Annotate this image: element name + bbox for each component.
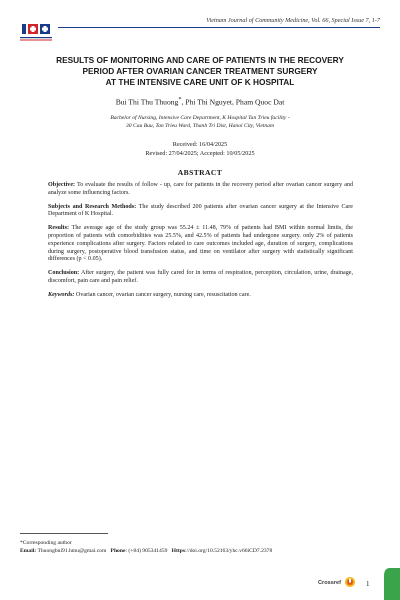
corresponding-marker: * [178, 96, 182, 103]
phone-number: : (+84) 905341459 [125, 547, 168, 554]
doi-link[interactable]: ://doi.org/10.52163/yhc.v66iCD7.2378 [185, 547, 273, 554]
email-label: Email: [20, 547, 37, 554]
affiliation-line: Bachelor of Nursing, Intensive Care Department, K Hospital Tan Trieu facility - [110, 115, 290, 121]
crossref-label: Crossref [318, 580, 342, 586]
email-link[interactable]: Thuongbui91.hmu@gmai.com [36, 547, 107, 554]
contact-line [20, 548, 380, 556]
conclusion-text: After surgery, the patient was fully cared for in terms of respiration, perception, circulation, urine, drainage, discomfort, pain care and pain relief. [48, 270, 353, 284]
revised-accepted-date: Revised: 27/04/2025; Accepted: 10/05/2025 [145, 149, 255, 157]
article-dates [0, 141, 400, 159]
affiliation-line: 30 Cau Buu, Tan Trieu Ward, Thanh Tri Dist, Hanoi City, Vietnam [126, 123, 274, 130]
abstract-methods [48, 204, 353, 220]
keywords-text: Ovarian cancer, ovarian cancer surgery, nursing care, resuscitation care. [74, 291, 251, 298]
corresponding-note: *Corresponding author [20, 540, 72, 546]
page-header [20, 13, 380, 43]
keywords-label: Keywords: [48, 291, 75, 298]
title-line: RESULTS OF MONITORING AND CARE OF PATIENTS IN THE RECOVERY [56, 55, 344, 65]
footnote-rule [20, 533, 108, 534]
corner-tab-icon [384, 568, 400, 600]
objective-text: To evaluate the results of follow - up, care for patients in the recovery period after ovarian cancer surgery and analyze some influencing factors. [48, 182, 353, 196]
corresponding-author-name: Bui Thi Thu Thuong [115, 97, 179, 107]
crossref-mark-icon [345, 577, 355, 587]
journal-logo-icon [20, 22, 52, 44]
crossref-badge[interactable] [318, 576, 356, 588]
title-line: AT THE INTENSIVE CARE UNIT OF K HOSPITAL [105, 77, 295, 87]
article-title [30, 55, 370, 88]
title-line: PERIOD AFTER OVARIAN CANCER TREATMENT SURGERY [82, 66, 318, 76]
abstract-results [48, 225, 353, 264]
abstract-keywords [48, 292, 353, 300]
results-text: The average age of the study group was 55.24 ± 11.48, 79% of patients had BMI within normal limits, the proportion of patients with comorbidities was 25.5%, and 42.5% of patients had undergone surgery. only 2% of patients experience complications after surgery. Factors related to care outcomes included age, duration of surgery, complications during surgery, postoperative blood transfusion status, and time on ventilator after surgery with statistically significant differences (p < 0.05). [48, 225, 353, 263]
abstract-heading: ABSTRACT [177, 168, 223, 177]
affiliation [90, 114, 310, 130]
abstract-conclusion [48, 270, 353, 286]
author-list [0, 96, 400, 107]
conclusion-label: Conclusion: [48, 270, 80, 277]
footnote [20, 540, 380, 555]
methods-text: The study described 200 patients after ovarian cancer surgery at the Intensive Care Department of K Hospital. [48, 203, 353, 218]
abstract-body [48, 182, 353, 306]
page-number: 1 [366, 580, 370, 588]
methods-label: Subjects and Research Methods: [48, 203, 137, 210]
abstract-objective [48, 182, 353, 198]
coauthor-names: , Phi Thi Nguyet, Pham Quoc Dat [181, 97, 285, 107]
received-date: Received: 16/04/2025 [172, 141, 228, 148]
header-rule [58, 27, 380, 28]
journal-citation: Vietnam Journal of Community Medicine, Vol. 66, Special Issue 7, 1-7 [206, 17, 380, 24]
doi-label: Https [171, 547, 186, 554]
phone-label: Phone [110, 547, 126, 554]
results-label: Results: [48, 225, 69, 232]
objective-label: Objective: [48, 182, 76, 188]
